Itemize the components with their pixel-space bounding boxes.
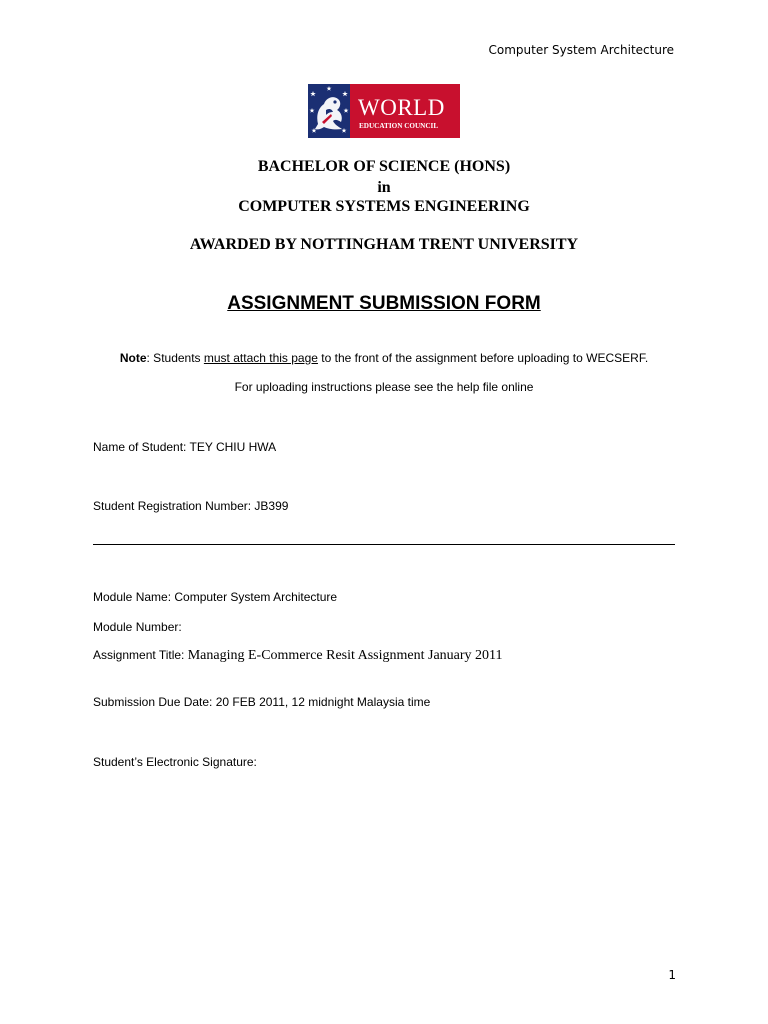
degree-programme: COMPUTER SYSTEMS ENGINEERING xyxy=(238,198,530,215)
note-emphasis: must attach this page xyxy=(203,351,318,365)
module-number-field xyxy=(93,620,182,634)
module-name-label: Module Name: xyxy=(93,590,175,604)
assignment-title-field xyxy=(93,648,503,664)
due-date-label: Submission Due Date: xyxy=(93,695,216,709)
logo-graphic xyxy=(308,84,460,138)
note-text-before: : Students xyxy=(146,351,204,365)
due-date-value: 20 FEB 2011, 12 midnight Malaysia time xyxy=(215,695,431,709)
logo-wordmark: WORLD xyxy=(358,95,445,120)
world-education-council-logo xyxy=(308,84,460,138)
section-divider xyxy=(93,544,675,545)
upload-note xyxy=(0,351,768,365)
logo-subtitle: EDUCATION COUNCIL xyxy=(359,122,439,130)
signature-field xyxy=(93,755,257,769)
student-name-field xyxy=(93,440,276,454)
note-text-after: to the front of the assignment before uploading to WECSERF. xyxy=(317,351,649,365)
degree-title: BACHELOR OF SCIENCE (HONS) xyxy=(257,158,511,175)
module-name-field xyxy=(93,590,337,604)
registration-number-field xyxy=(93,499,288,513)
form-title: ASSIGNMENT SUBMISSION FORM xyxy=(227,293,541,314)
module-number-label: Module Number: xyxy=(93,620,182,634)
student-name-label: Name of Student: xyxy=(93,440,190,454)
student-name-value: TEY CHIU HWA xyxy=(189,440,277,454)
registration-number-label: Student Registration Number: xyxy=(93,499,255,513)
signature-label: Student’s Electronic Signature: xyxy=(93,755,257,769)
note-label: Note xyxy=(119,351,147,365)
awarding-university: AWARDED BY NOTTINGHAM TRENT UNIVERSITY xyxy=(189,236,579,253)
running-header: Computer System Architecture xyxy=(488,43,674,57)
assignment-title-value: Managing E-Commerce Resit Assignment January 2011 xyxy=(187,648,503,663)
registration-number-value: JB399 xyxy=(254,499,289,513)
degree-connector: in xyxy=(377,179,391,196)
module-name-value: Computer System Architecture xyxy=(174,590,338,604)
assignment-title-label: Assignment Title: xyxy=(93,648,188,662)
upload-instructions: For uploading instructions please see the help file online xyxy=(234,380,534,394)
due-date-field xyxy=(93,695,430,709)
page-number: 1 xyxy=(668,968,676,982)
